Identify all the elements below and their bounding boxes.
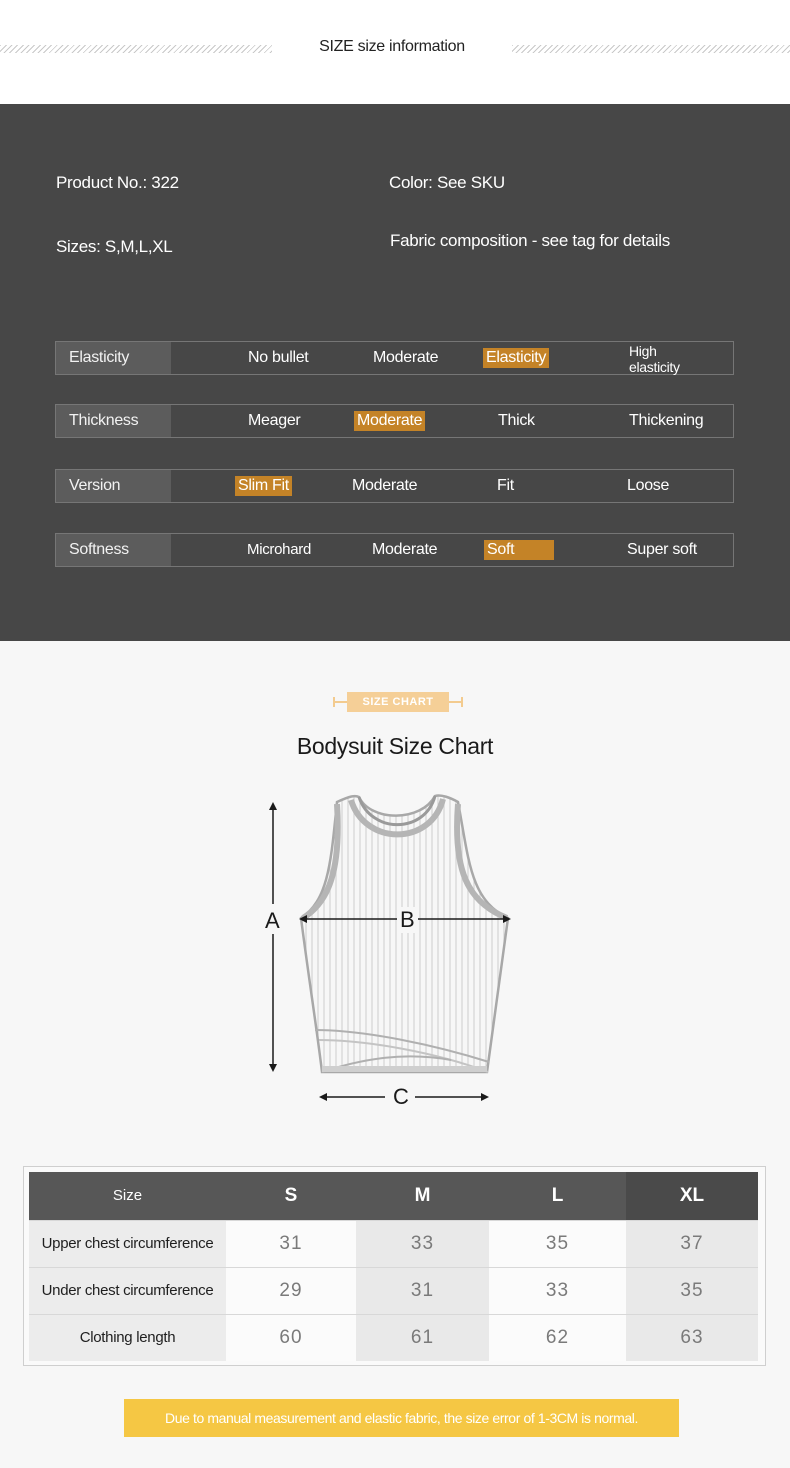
table-row-label: Upper chest circumference [29,1220,226,1267]
attr-option: Moderate [352,477,418,494]
attr-label: Softness [56,534,171,566]
header-title: SIZE size information [319,38,465,55]
header-hatch-right [512,45,790,53]
table-cell: 31 [226,1220,356,1267]
table-row [29,1220,758,1267]
attr-option: Thick [498,412,535,429]
table-cell: 33 [489,1267,626,1314]
table-cell: 62 [489,1314,626,1361]
size-chart-badge: SIZE CHART [347,692,449,712]
attr-option: Meager [248,412,301,429]
table-cell: 29 [226,1267,356,1314]
table-header-cell: M [356,1172,489,1220]
table-cell: 60 [226,1314,356,1361]
product-color: Color: See SKU [389,173,505,192]
table-row-label: Under chest circumference [29,1267,226,1314]
table-row-label: Clothing length [29,1314,226,1361]
product-number: Product No.: 322 [56,173,179,192]
tank-top-illustration [255,790,515,1110]
attr-option-selected: Soft [484,540,554,560]
attr-option: Moderate [373,349,439,366]
table-header-cell: Size [29,1172,226,1220]
attr-label: Elasticity [56,342,171,374]
table-row [29,1314,758,1361]
badge-end-left [333,697,335,707]
size-info-header [0,0,790,104]
table-cell: 61 [356,1314,489,1361]
dimension-b-label: B [397,907,418,933]
attr-option-selected: Moderate [354,411,425,431]
attr-option: Loose [627,477,670,494]
attr-option: High elasticity [629,343,680,375]
table-header-cell: XL [626,1172,758,1220]
table-header-cell: L [489,1172,626,1220]
attr-row-elasticity [55,341,734,375]
attr-option: Super soft [627,541,697,558]
attr-option: No bullet [248,349,309,366]
table-cell: 35 [626,1267,758,1314]
dimension-a-label: A [265,908,280,933]
table-cell: 33 [356,1220,489,1267]
size-table [29,1172,758,1361]
fabric-composition: Fabric composition - see tag for details [390,231,670,250]
header-hatch-left [0,45,272,53]
attr-row-thickness [55,404,734,438]
attr-option: Fit [497,477,514,494]
attr-option: Microhard [247,541,311,558]
table-header-cell: S [226,1172,356,1220]
table-row [29,1267,758,1314]
attr-label: Version [56,470,171,502]
attr-option-selected: Slim Fit [235,476,292,496]
product-info-panel [0,104,790,641]
product-sizes: Sizes: S,M,L,XL [56,237,173,256]
measurement-note: Due to manual measurement and elastic fabric, the size error of 1-3CM is normal. [124,1399,679,1437]
size-chart-title: Bodysuit Size Chart [296,733,494,759]
table-cell: 63 [626,1314,758,1361]
table-cell: 31 [356,1267,489,1314]
bodysuit-diagram [255,790,515,1110]
attr-row-softness [55,533,734,567]
attr-option-selected: Elasticity [483,348,549,368]
attr-option: Thickening [629,412,704,429]
table-header-row [29,1172,758,1220]
attr-label: Thickness [56,405,171,437]
table-cell: 35 [489,1220,626,1267]
table-cell: 37 [626,1220,758,1267]
size-chart-badge-wrap [333,692,463,712]
badge-end-right [461,697,463,707]
attr-row-version [55,469,734,503]
attr-option: Moderate [372,541,438,558]
size-table-container [23,1166,766,1366]
dimension-c-label: C [393,1084,409,1109]
